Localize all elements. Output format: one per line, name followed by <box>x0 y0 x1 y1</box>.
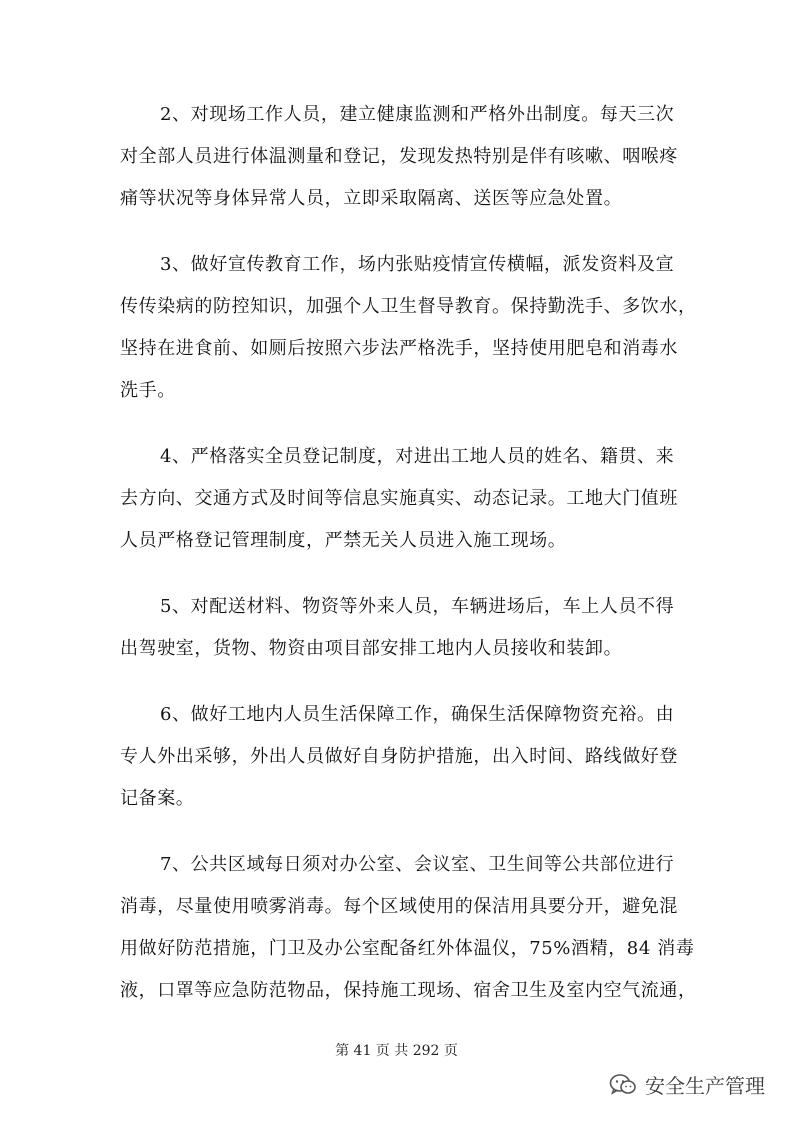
paragraph-line: 去方向、交通方式及时间等信息实施真实、动态记录。工地大门值班 <box>120 488 678 509</box>
paragraph-line: 3、做好宣传教育工作，场内张贴疫情宣传横幅，派发资料及宣 <box>160 254 675 275</box>
paragraph-line: 液，口罩等应急防范物品，保持施工现场、宿舍卫生及室内空气流通， <box>120 980 697 1001</box>
paragraph-line: 5、对配送材料、物资等外来人员，车辆进场后，车上人员不得 <box>160 596 675 617</box>
watermark <box>609 1070 765 1099</box>
paragraph <box>120 94 680 220</box>
paragraph-line: 坚持在进食前、如厕后按照六步法严格洗手，坚持使用肥皂和消毒水 <box>120 338 678 359</box>
paragraph <box>120 436 680 562</box>
paragraph-line: 消毒，尽量使用喷雾消毒。每个区域使用的保洁用具要分开，避免混 <box>120 896 678 917</box>
paragraph-line: 6、做好工地内人员生活保障工作，确保生活保障物资充裕。由 <box>160 704 675 725</box>
paragraph-line: 传传染病的防控知识，加强个人卫生督导教育。保持勤洗手、多饮水， <box>120 296 697 317</box>
paragraph-line: 洗手。 <box>120 380 176 401</box>
document-body <box>120 94 697 1036</box>
paragraph-line: 2、对现场工作人员，建立健康监测和严格外出制度。每天三次 <box>160 104 675 125</box>
paragraph <box>120 586 680 670</box>
wechat-icon <box>609 1073 637 1097</box>
paragraph-line: 用做好防范措施，门卫及办公室配备红外体温仪，75%酒精，84 消毒 <box>120 938 695 959</box>
paragraph <box>120 694 680 820</box>
paragraph-line: 4、严格落实全员登记制度，对进出工地人员的姓名、籍贯、来 <box>160 446 675 467</box>
paragraph <box>120 844 697 1012</box>
watermark-text: 安全生产管理 <box>645 1074 765 1098</box>
paragraph-line: 出驾驶室，货物、物资由项目部安排工地内人员接收和装卸。 <box>120 638 623 659</box>
paragraph-line: 记备案。 <box>120 788 195 809</box>
paragraph-line: 专人外出采够，外出人员做好自身防护措施，出入时间、路线做好登 <box>120 746 678 767</box>
paragraph <box>120 244 697 412</box>
paragraph-line: 对全部人员进行体温测量和登记，发现发热特别是伴有咳嗽、咽喉疼 <box>120 146 678 167</box>
paragraph-line: 痛等状况等身体异常人员，立即采取隔离、送医等应急处置。 <box>120 188 623 209</box>
paragraph-line: 7、公共区域每日须对办公室、会议室、卫生间等公共部位进行 <box>160 854 675 875</box>
page-number: 第 41 页 共 292 页 <box>335 1043 458 1059</box>
paragraph-line: 人员严格登记管理制度，严禁无关人员进入施工现场。 <box>120 530 567 551</box>
